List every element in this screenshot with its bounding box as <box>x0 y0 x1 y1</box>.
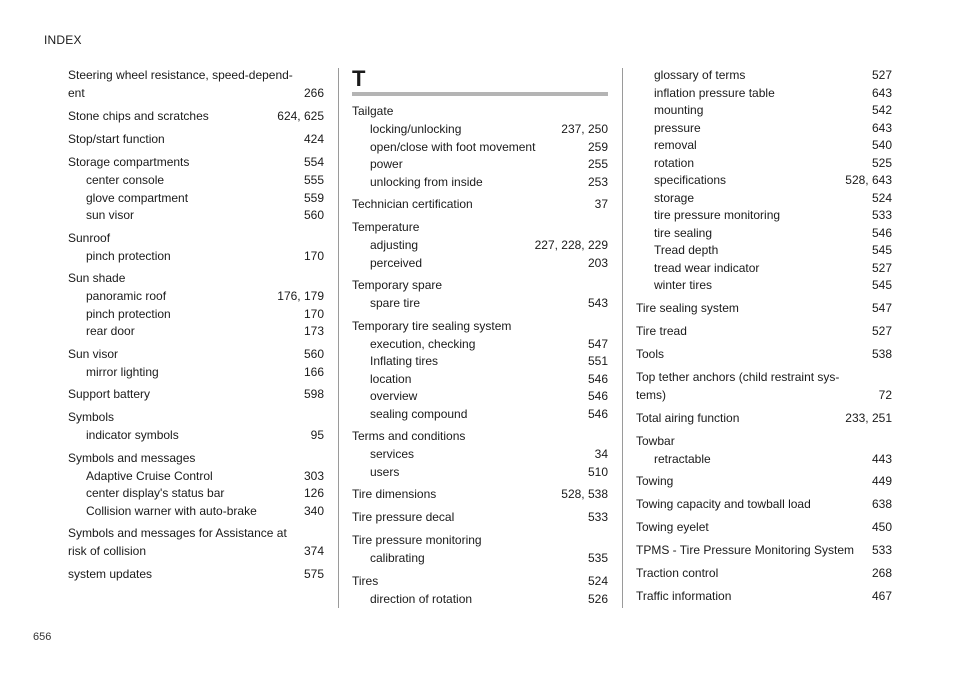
entry-term: Tire dimensions <box>352 487 437 501</box>
subentry-term: tire sealing <box>654 225 713 240</box>
page-ref: 527 <box>871 68 892 82</box>
entry-term: Sunroof <box>68 230 111 245</box>
page-ref: 303 <box>303 468 324 483</box>
index-entry <box>636 345 892 363</box>
entry-term: TPMS - Tire Pressure Monitoring System <box>636 543 855 557</box>
subentry-term: location <box>370 371 412 386</box>
page-ref: 170 <box>303 306 324 321</box>
entry-term: Tire pressure monitoring <box>352 533 482 547</box>
subentry-term: glove compartment <box>86 190 189 205</box>
subentry-term: pinch protection <box>86 248 171 263</box>
page-ref: 524 <box>587 573 608 588</box>
page-ref: 540 <box>871 138 892 152</box>
entry-term: Stop/start function <box>68 132 165 146</box>
index-entry <box>352 427 608 480</box>
page-ref: 510 <box>587 464 608 479</box>
index-entry <box>68 153 324 224</box>
index-entry <box>352 102 608 190</box>
entry-term: risk of collision <box>68 544 147 558</box>
index-entry <box>352 276 608 312</box>
index-entry <box>68 524 324 560</box>
page-ref: 266 <box>303 86 324 100</box>
page-ref: 424 <box>303 132 324 146</box>
index-entry <box>352 531 608 567</box>
subentry-term: sealing compound <box>370 406 468 421</box>
entry-term: Tire pressure decal <box>352 510 455 524</box>
subentry-term: calibrating <box>370 551 425 565</box>
index-entry <box>352 317 608 423</box>
page-ref: 533 <box>871 543 892 557</box>
page-ref: 527 <box>871 323 892 338</box>
subentry-term: tread wear indicator <box>654 260 760 275</box>
page-ref: 598 <box>303 387 324 401</box>
entry-term: Traffic information <box>636 589 732 603</box>
page-ref: 176, 179 <box>277 289 324 303</box>
entry-term: Tires <box>352 573 379 588</box>
letter-heading: T <box>352 68 608 96</box>
subentry-term: Tread depth <box>654 243 719 257</box>
index-entry <box>636 495 892 513</box>
index-entry <box>68 345 324 381</box>
page-ref: 560 <box>303 346 324 361</box>
page-ref: 643 <box>871 120 892 135</box>
subentry-term: inflation pressure table <box>654 85 775 100</box>
page-ref: 467 <box>871 589 892 603</box>
page-ref: 559 <box>303 190 324 205</box>
page-ref: 638 <box>871 497 892 511</box>
subentry-term: locking/unlocking <box>370 122 462 136</box>
entry-term: Stone chips and scratches <box>68 109 209 123</box>
page-ref: 575 <box>303 567 324 581</box>
index-entry <box>68 269 324 340</box>
page-ref: 34 <box>594 447 608 461</box>
index-column-3 <box>636 66 892 610</box>
index-column-2 <box>352 66 608 612</box>
page-ref: 547 <box>871 300 892 315</box>
index-entry-continued <box>636 66 892 294</box>
page-ref: 555 <box>303 173 324 187</box>
subentry-term: Inflating tires <box>370 354 439 368</box>
page-ref: 560 <box>303 208 324 222</box>
page-ref: 449 <box>871 474 892 488</box>
index-column-1 <box>68 66 324 588</box>
entry-term: Tire sealing system <box>636 300 739 315</box>
page-ref: 233, 251 <box>845 410 892 425</box>
page-ref: 126 <box>303 486 324 500</box>
subentry-term: panoramic roof <box>86 289 167 303</box>
page-ref: 525 <box>871 155 892 170</box>
entry-term: Tailgate <box>352 104 394 118</box>
page-ref: 95 <box>310 428 324 442</box>
page-ref: 554 <box>303 155 324 169</box>
column-divider <box>622 68 623 608</box>
index-entry <box>68 408 324 444</box>
index-entry <box>636 299 892 317</box>
index-entry <box>352 508 608 526</box>
subentry-term: Adaptive Cruise Control <box>86 468 213 483</box>
entry-term: Technician certification <box>352 197 473 211</box>
entry-term: Sun shade <box>68 271 126 285</box>
index-entry <box>636 518 892 536</box>
subentry-term: rear door <box>86 324 135 338</box>
subentry-term: specifications <box>654 173 727 187</box>
subentry-term: overview <box>370 389 418 403</box>
index-entry <box>352 195 608 213</box>
entry-term: tems) <box>636 387 666 402</box>
page-ref: 340 <box>303 503 324 518</box>
page-ref: 166 <box>303 364 324 379</box>
subentry-term: winter tires <box>654 278 713 292</box>
subentry-term: pressure <box>654 120 701 135</box>
index-entry <box>636 432 892 468</box>
page-ref: 374 <box>303 544 324 558</box>
page-ref: 543 <box>587 296 608 310</box>
entry-term: ent <box>68 86 85 100</box>
page-number: 656 <box>33 631 52 643</box>
entry-term: Terms and conditions <box>352 429 466 443</box>
subentry-term: unlocking from inside <box>370 174 483 189</box>
entry-term: Total airing function <box>636 410 740 425</box>
page-ref: 528, 643 <box>845 173 892 187</box>
index-entry <box>636 322 892 340</box>
subentry-term: sun visor <box>86 208 135 222</box>
page-ref: 527 <box>871 260 892 275</box>
index-entry <box>68 385 324 403</box>
page-ref: 443 <box>871 451 892 466</box>
index-entry <box>636 564 892 582</box>
page-ref: 72 <box>878 387 892 402</box>
subentry-term: retractable <box>654 451 711 466</box>
page-ref: 546 <box>587 389 608 403</box>
page-ref: 450 <box>871 520 892 534</box>
entry-term: Towbar <box>636 433 675 448</box>
entry-term: Top tether anchors (child restraint sys- <box>636 369 840 384</box>
page-ref: 624, 625 <box>277 109 324 123</box>
page-ref: 643 <box>871 85 892 100</box>
subentry-term: direction of rotation <box>370 591 473 606</box>
subentry-term: Collision warner with auto-brake <box>86 503 257 518</box>
subentry-term: open/close with foot movement <box>370 139 536 154</box>
page-ref: 37 <box>594 197 608 211</box>
index-entry <box>68 449 324 520</box>
subentry-term: execution, checking <box>370 336 476 351</box>
index-entry <box>68 565 324 583</box>
subentry-term: indicator symbols <box>86 428 179 442</box>
page-ref: 551 <box>587 354 608 368</box>
page-ref: 526 <box>587 591 608 606</box>
entry-term: Tools <box>636 346 665 361</box>
index-entry <box>68 229 324 265</box>
subentry-term: center console <box>86 173 165 187</box>
page-ref: 237, 250 <box>561 122 608 136</box>
page-ref: 203 <box>587 255 608 270</box>
entry-term: Sun visor <box>68 346 119 361</box>
subentry-term: storage <box>654 190 695 205</box>
subentry-term: mounting <box>654 103 704 117</box>
page-ref: 535 <box>587 551 608 565</box>
page-ref: 227, 228, 229 <box>534 238 608 252</box>
subentry-term: perceived <box>370 255 423 270</box>
page-ref: 545 <box>871 278 892 292</box>
entry-term: Symbols and messages <box>68 450 196 465</box>
page-ref: 533 <box>587 510 608 524</box>
page-ref: 255 <box>587 157 608 171</box>
subentry-term: services <box>370 447 415 461</box>
index-entry <box>636 587 892 605</box>
entry-term: system updates <box>68 567 153 581</box>
entry-term: Steering wheel resistance, speed-depend- <box>68 68 293 82</box>
entry-term: Symbols and messages for Assistance at <box>68 526 287 540</box>
index-entry <box>352 572 608 608</box>
entry-term: Towing <box>636 474 674 488</box>
entry-term: Temperature <box>352 220 420 234</box>
subentry-term: tire pressure monitoring <box>654 208 781 222</box>
page-ref: 542 <box>871 103 892 117</box>
entry-term: Support battery <box>68 387 151 401</box>
subentry-term: mirror lighting <box>86 364 159 379</box>
subentry-term: spare tire <box>370 296 421 310</box>
subentry-term: center display's status bar <box>86 486 225 500</box>
page-ref: 538 <box>871 346 892 361</box>
index-entry <box>68 130 324 148</box>
page-ref: 524 <box>871 190 892 205</box>
index-entry <box>636 472 892 490</box>
page-ref: 528, 538 <box>561 487 608 501</box>
page-ref: 268 <box>871 566 892 580</box>
index-entry <box>352 485 608 503</box>
subentry-term: removal <box>654 138 697 152</box>
subentry-term: rotation <box>654 155 695 170</box>
page-ref: 546 <box>587 371 608 386</box>
page-ref: 253 <box>587 174 608 189</box>
page-ref: 546 <box>587 406 608 421</box>
index-entry <box>68 107 324 125</box>
index-entry <box>636 409 892 427</box>
page-ref: 545 <box>871 243 892 257</box>
subentry-term: glossary of terms <box>654 68 746 82</box>
subentry-term: adjusting <box>370 238 419 252</box>
entry-term: Towing eyelet <box>636 520 709 534</box>
page-ref: 173 <box>303 324 324 338</box>
index-entry <box>68 66 324 102</box>
subentry-term: power <box>370 157 403 171</box>
entry-term: Symbols <box>68 410 115 424</box>
index-entry <box>352 218 608 271</box>
index-entry <box>636 368 892 404</box>
page-header-title: INDEX <box>44 33 82 47</box>
page-ref: 533 <box>871 208 892 222</box>
entry-term: Storage compartments <box>68 155 190 169</box>
page-ref: 547 <box>587 336 608 351</box>
index-entry <box>636 541 892 559</box>
page-ref: 546 <box>871 225 892 240</box>
entry-term: Temporary tire sealing system <box>352 318 512 333</box>
subentry-term: pinch protection <box>86 306 171 321</box>
entry-term: Traction control <box>636 566 719 580</box>
subentry-term: users <box>370 464 400 479</box>
entry-term: Tire tread <box>636 323 687 338</box>
page-ref: 259 <box>587 139 608 154</box>
page-ref: 170 <box>303 248 324 263</box>
entry-term: Temporary spare <box>352 278 443 292</box>
column-divider <box>338 68 339 608</box>
entry-term: Towing capacity and towball load <box>636 497 811 511</box>
